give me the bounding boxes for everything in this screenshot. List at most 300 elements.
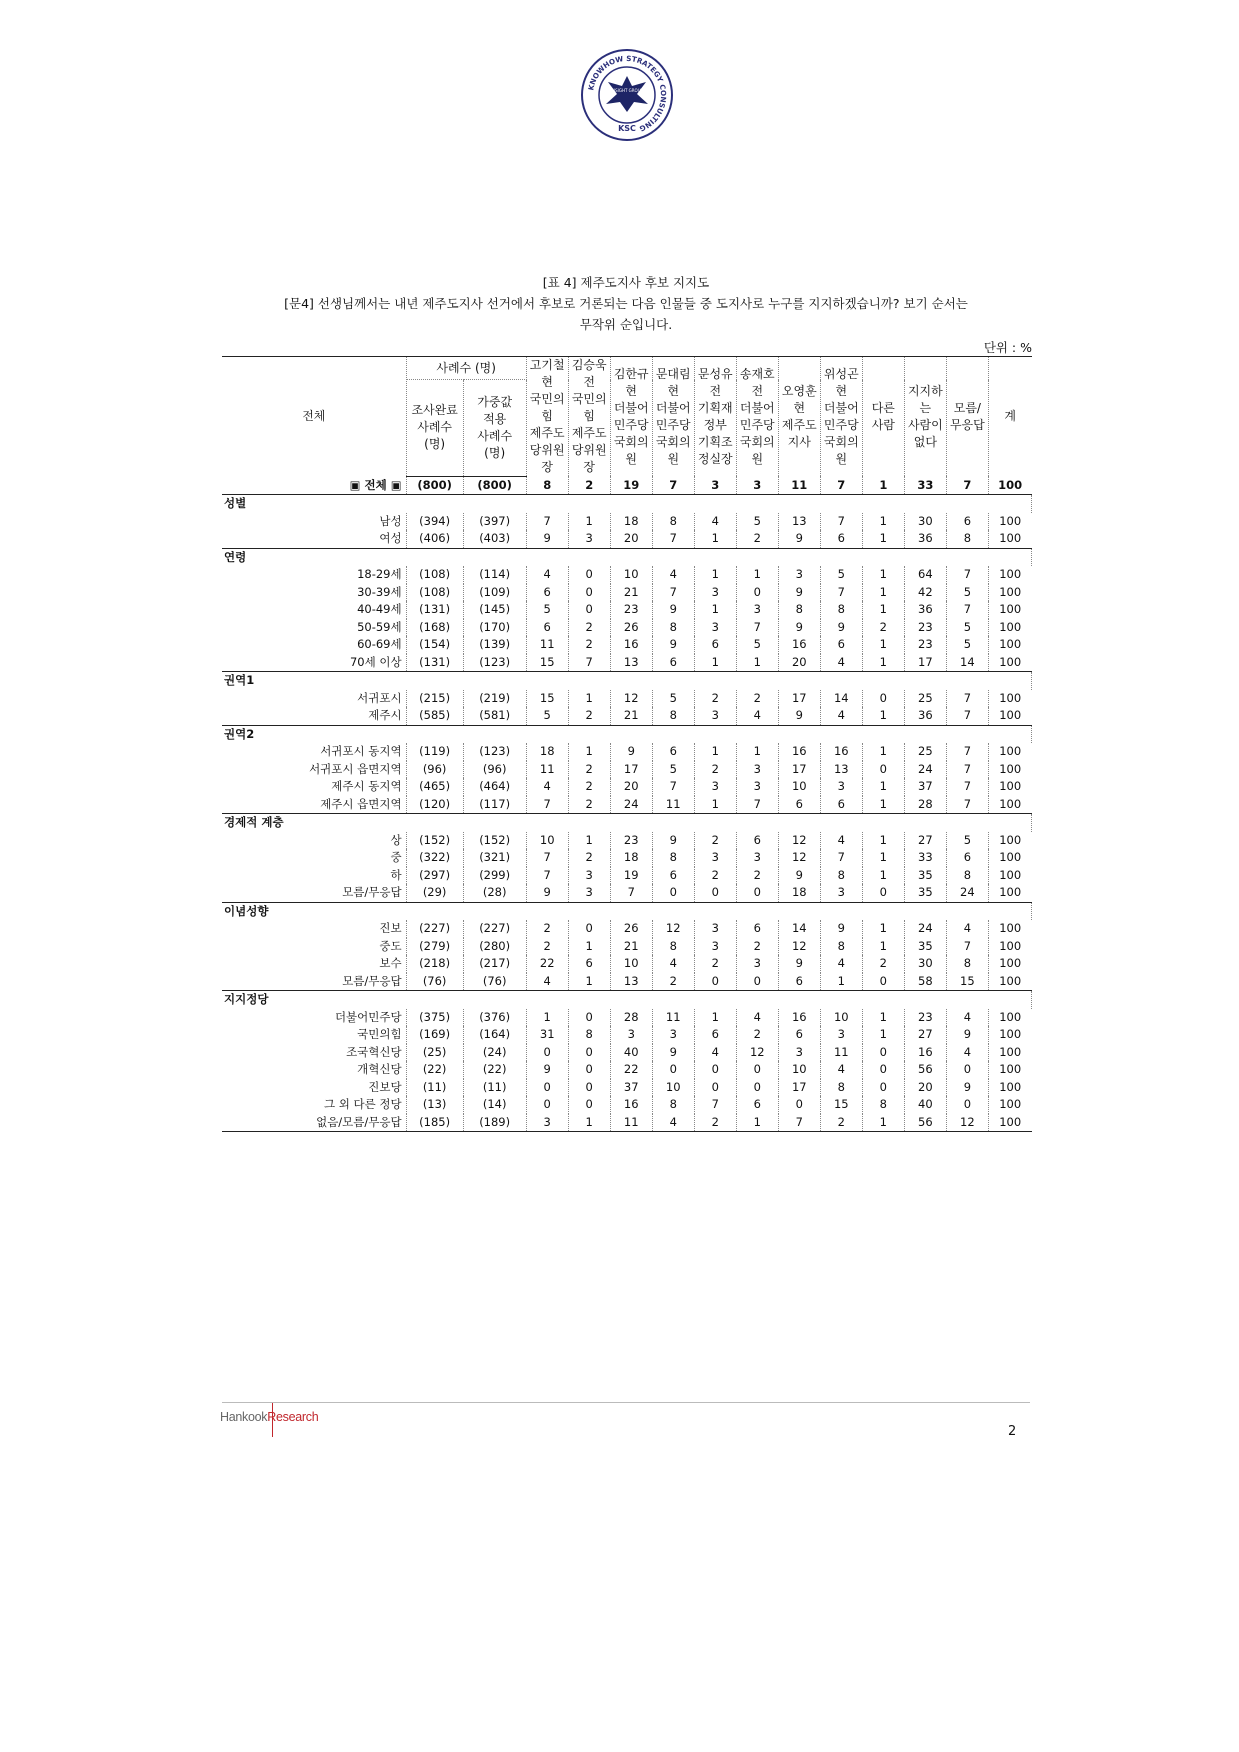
value-cell: 8 <box>946 867 988 885</box>
value-cell: 6 <box>946 513 988 531</box>
sample-count-cell: (406) <box>406 530 463 548</box>
header-row-label: 전체 <box>222 357 406 477</box>
value-cell: 28 <box>610 1009 652 1027</box>
header-col-0: 고기철 현 국민의 힘 제주도 당위원 장 <box>526 357 568 477</box>
sample-count-cell: (397) <box>463 513 526 531</box>
logo-ksc-text: KSC <box>618 124 636 133</box>
value-cell: 0 <box>526 1096 568 1114</box>
sample-count-cell: (227) <box>406 920 463 938</box>
table-row <box>222 1009 1032 1027</box>
sample-count-cell: (280) <box>463 938 526 956</box>
value-cell: 23 <box>904 636 946 654</box>
row-label: 50-59세 <box>222 619 406 637</box>
value-cell: 8 <box>568 1026 610 1044</box>
value-cell: 7 <box>946 938 988 956</box>
value-cell: 1 <box>736 1114 778 1132</box>
value-cell: 6 <box>778 973 820 991</box>
row-label: 40-49세 <box>222 601 406 619</box>
value-cell: 8 <box>778 601 820 619</box>
value-cell: 3 <box>694 584 736 602</box>
header-col-9: 지지하 는 사람이 없다 <box>904 357 946 477</box>
value-cell: 7 <box>820 513 862 531</box>
value-cell: 1 <box>862 566 904 584</box>
value-cell: 6 <box>526 584 568 602</box>
value-cell: 4 <box>736 707 778 725</box>
value-cell: 100 <box>999 1044 1022 1059</box>
row-label: 70세 이상 <box>222 654 406 672</box>
value-cell: 3 <box>652 1026 694 1044</box>
value-cell: 1 <box>862 707 904 725</box>
value-cell: 16 <box>610 1096 652 1114</box>
sample-count-cell: (800) <box>463 476 526 495</box>
value-cell: 6 <box>778 1026 820 1044</box>
value-cell: 2 <box>862 619 904 637</box>
value-cell: 1 <box>820 973 862 991</box>
value-cell: 8 <box>946 955 988 973</box>
value-cell: 22 <box>610 1061 652 1079</box>
value-cell: 7 <box>652 778 694 796</box>
sample-count-cell: (108) <box>406 584 463 602</box>
value-cell: 3 <box>736 761 778 779</box>
value-cell: 2 <box>736 690 778 708</box>
value-cell: 3 <box>778 566 820 584</box>
value-cell: 9 <box>778 584 820 602</box>
value-cell: 5 <box>736 636 778 654</box>
value-cell: 2 <box>736 867 778 885</box>
value-cell: 1 <box>862 796 904 814</box>
value-cell: 8 <box>820 867 862 885</box>
sample-count-cell: (376) <box>463 1009 526 1027</box>
sample-count-cell: (117) <box>463 796 526 814</box>
value-cell: 100 <box>999 1079 1022 1094</box>
sample-count-cell: (131) <box>406 601 463 619</box>
value-cell: 8 <box>652 938 694 956</box>
row-label: 제주시 읍면지역 <box>222 796 406 814</box>
value-cell: 3 <box>694 938 736 956</box>
value-cell: 3 <box>568 530 610 548</box>
table-row <box>222 654 1032 672</box>
value-cell: 24 <box>946 884 988 902</box>
value-cell: 8 <box>526 476 568 495</box>
value-cell: 7 <box>946 566 988 584</box>
value-cell: 7 <box>526 513 568 531</box>
group-header-row <box>222 672 1032 690</box>
value-cell: 4 <box>526 778 568 796</box>
sample-count-cell: (145) <box>463 601 526 619</box>
value-cell: 1 <box>862 530 904 548</box>
value-cell: 10 <box>820 1009 862 1027</box>
sample-count-cell: (96) <box>463 761 526 779</box>
value-cell: 5 <box>820 566 862 584</box>
value-cell: 11 <box>778 476 820 495</box>
value-cell: 9 <box>526 884 568 902</box>
group-name: 경제적 계층 <box>222 814 1032 832</box>
value-cell: 2 <box>568 761 610 779</box>
value-cell: 3 <box>694 619 736 637</box>
value-cell: 9 <box>778 955 820 973</box>
value-cell: 0 <box>568 1044 610 1062</box>
value-cell: 2 <box>694 867 736 885</box>
value-cell: 24 <box>904 761 946 779</box>
value-cell: 5 <box>652 690 694 708</box>
value-cell: 6 <box>652 867 694 885</box>
value-cell: 100 <box>999 637 1022 652</box>
value-cell: 2 <box>526 938 568 956</box>
value-cell: 1 <box>862 1026 904 1044</box>
row-label: 모름/무응답 <box>222 884 406 902</box>
value-cell: 2 <box>568 636 610 654</box>
value-cell: 100 <box>999 531 1022 546</box>
value-cell: 8 <box>652 849 694 867</box>
row-label: 서귀포시 읍면지역 <box>222 761 406 779</box>
value-cell: 35 <box>904 867 946 885</box>
value-cell: 6 <box>694 1026 736 1044</box>
value-cell: 100 <box>999 690 1022 705</box>
value-cell: 33 <box>904 849 946 867</box>
sample-count-cell: (22) <box>406 1061 463 1079</box>
value-cell: 36 <box>904 601 946 619</box>
group-name: 지지정당 <box>222 991 1032 1009</box>
value-cell: 100 <box>999 938 1022 953</box>
value-cell: 7 <box>946 707 988 725</box>
value-cell: 2 <box>736 1026 778 1044</box>
table-row <box>222 707 1032 725</box>
sample-count-cell: (76) <box>406 973 463 991</box>
value-cell: 23 <box>904 1009 946 1027</box>
value-cell: 21 <box>610 707 652 725</box>
value-cell: 0 <box>526 1079 568 1097</box>
value-cell: 4 <box>694 513 736 531</box>
value-cell: 11 <box>526 761 568 779</box>
value-cell: 14 <box>820 690 862 708</box>
value-cell: 100 <box>999 1062 1022 1077</box>
sample-count-cell: (218) <box>406 955 463 973</box>
value-cell: 1 <box>568 690 610 708</box>
value-cell: 4 <box>736 1009 778 1027</box>
value-cell: 14 <box>778 920 820 938</box>
value-cell: 4 <box>652 955 694 973</box>
value-cell: 37 <box>904 778 946 796</box>
value-cell: 100 <box>999 1027 1022 1042</box>
value-cell: 12 <box>946 1114 988 1132</box>
value-cell: 7 <box>946 778 988 796</box>
table-row <box>222 619 1032 637</box>
value-cell: 7 <box>778 1114 820 1132</box>
value-cell: 25 <box>904 690 946 708</box>
sample-count-cell: (321) <box>463 849 526 867</box>
value-cell: 0 <box>568 920 610 938</box>
value-cell: 3 <box>736 778 778 796</box>
row-label: 여성 <box>222 530 406 548</box>
value-cell: 6 <box>526 619 568 637</box>
row-label: 상 <box>222 832 406 850</box>
value-cell: 12 <box>610 690 652 708</box>
value-cell: 1 <box>568 832 610 850</box>
header-col-11: 계 <box>988 357 1031 477</box>
sample-count-cell: (465) <box>406 778 463 796</box>
value-cell: 6 <box>652 654 694 672</box>
value-cell: 1 <box>862 601 904 619</box>
value-cell: 0 <box>862 973 904 991</box>
value-cell: 9 <box>526 1061 568 1079</box>
value-cell: 7 <box>946 690 988 708</box>
table-row <box>222 938 1032 956</box>
total-row <box>222 476 1032 495</box>
value-cell: 8 <box>820 601 862 619</box>
value-cell: 3 <box>820 1026 862 1044</box>
value-cell: 0 <box>568 566 610 584</box>
value-cell: 0 <box>736 884 778 902</box>
value-cell: 100 <box>999 654 1022 669</box>
table-row <box>222 884 1032 902</box>
question-line-1: [문4] 선생님께서는 내년 제주도지사 선거에서 후보로 거론되는 다음 인물들 중 도지사로 누구를 지지하겠습니까? 보기 순서는 <box>284 296 968 311</box>
ksc-emblem <box>580 48 674 142</box>
value-cell: 37 <box>610 1079 652 1097</box>
value-cell: 0 <box>568 584 610 602</box>
value-cell: 7 <box>652 530 694 548</box>
sample-count-cell: (152) <box>406 832 463 850</box>
row-label: 제주시 동지역 <box>222 778 406 796</box>
value-cell: 0 <box>778 1096 820 1114</box>
value-cell: 100 <box>988 1114 1031 1132</box>
value-cell: 0 <box>946 1061 988 1079</box>
row-label: 30-39세 <box>222 584 406 602</box>
value-cell: 24 <box>610 796 652 814</box>
value-cell: 36 <box>904 530 946 548</box>
value-cell: 9 <box>778 619 820 637</box>
sample-count-cell: (299) <box>463 867 526 885</box>
value-cell: 27 <box>904 832 946 850</box>
value-cell: 12 <box>778 849 820 867</box>
row-label: 60-69세 <box>222 636 406 654</box>
value-cell: 13 <box>778 513 820 531</box>
value-cell: 1 <box>862 476 904 495</box>
table-row <box>222 1061 1032 1079</box>
value-cell: 7 <box>946 476 988 495</box>
table-row <box>222 761 1032 779</box>
sample-count-cell: (169) <box>406 1026 463 1044</box>
value-cell: 5 <box>736 513 778 531</box>
header-col-1: 김승욱 전 국민의 힘 제주도 당위원 장 <box>568 357 610 477</box>
row-label: 진보당 <box>222 1079 406 1097</box>
header-col-6: 오영훈 현 제주도 지사 <box>778 357 820 477</box>
value-cell: 42 <box>904 584 946 602</box>
value-cell: 5 <box>946 619 988 637</box>
value-cell: 12 <box>778 938 820 956</box>
group-header-row <box>222 814 1032 832</box>
sample-count-cell: (109) <box>463 584 526 602</box>
value-cell: 1 <box>568 1114 610 1132</box>
value-cell: 16 <box>904 1044 946 1062</box>
value-cell: 16 <box>778 1009 820 1027</box>
sample-count-cell: (22) <box>463 1061 526 1079</box>
value-cell: 13 <box>610 654 652 672</box>
value-cell: 1 <box>862 743 904 761</box>
row-label: 하 <box>222 867 406 885</box>
value-cell: 7 <box>652 476 694 495</box>
ksc-logo <box>580 48 674 142</box>
value-cell: 6 <box>820 636 862 654</box>
value-cell: 4 <box>694 1044 736 1062</box>
value-cell: 1 <box>694 654 736 672</box>
value-cell: 1 <box>694 601 736 619</box>
value-cell: 0 <box>568 1079 610 1097</box>
sample-count-cell: (185) <box>406 1114 463 1132</box>
sample-count-cell: (28) <box>463 884 526 902</box>
value-cell: 8 <box>652 513 694 531</box>
value-cell: 11 <box>526 636 568 654</box>
value-cell: 33 <box>904 476 946 495</box>
value-cell: 3 <box>736 955 778 973</box>
value-cell: 2 <box>568 849 610 867</box>
value-cell: 15 <box>946 973 988 991</box>
table-row <box>222 867 1032 885</box>
value-cell: 9 <box>778 530 820 548</box>
value-cell: 13 <box>610 973 652 991</box>
value-cell: 4 <box>820 1061 862 1079</box>
value-cell: 100 <box>988 476 1031 495</box>
value-cell: 100 <box>999 513 1022 528</box>
value-cell: 0 <box>694 1061 736 1079</box>
table-row <box>222 796 1032 814</box>
value-cell: 3 <box>610 1026 652 1044</box>
value-cell: 3 <box>820 778 862 796</box>
value-cell: 25 <box>904 743 946 761</box>
value-cell: 28 <box>904 796 946 814</box>
value-cell: 40 <box>610 1044 652 1062</box>
value-cell: 4 <box>820 654 862 672</box>
sample-count-cell: (24) <box>463 1044 526 1062</box>
value-cell: 17 <box>904 654 946 672</box>
value-cell: 100 <box>999 567 1022 582</box>
value-cell: 30 <box>904 513 946 531</box>
value-cell: 1 <box>862 867 904 885</box>
table-row <box>222 601 1032 619</box>
value-cell: 3 <box>694 707 736 725</box>
value-cell: 2 <box>568 778 610 796</box>
sample-count-cell: (168) <box>406 619 463 637</box>
value-cell: 0 <box>862 884 904 902</box>
value-cell: 100 <box>999 850 1022 865</box>
sample-count-cell: (96) <box>406 761 463 779</box>
value-cell: 4 <box>946 1009 988 1027</box>
value-cell: 2 <box>526 920 568 938</box>
value-cell: 1 <box>694 530 736 548</box>
value-cell: 26 <box>610 619 652 637</box>
value-cell: 100 <box>999 744 1022 759</box>
value-cell: 7 <box>694 1096 736 1114</box>
value-cell: 24 <box>904 920 946 938</box>
value-cell: 1 <box>694 743 736 761</box>
value-cell: 100 <box>999 973 1022 988</box>
group-header-row <box>222 991 1032 1009</box>
value-cell: 16 <box>778 636 820 654</box>
row-label: ▣ 전체 ▣ <box>222 476 406 495</box>
sample-count-cell: (131) <box>406 654 463 672</box>
group-name: 연령 <box>222 548 1032 566</box>
value-cell: 100 <box>999 1009 1022 1024</box>
sample-count-cell: (581) <box>463 707 526 725</box>
value-cell: 17 <box>778 690 820 708</box>
table-body <box>222 476 1032 1132</box>
value-cell: 31 <box>526 1026 568 1044</box>
value-cell: 12 <box>736 1044 778 1062</box>
row-label: 중 <box>222 849 406 867</box>
value-cell: 100 <box>999 779 1022 794</box>
value-cell: 0 <box>862 1061 904 1079</box>
value-cell: 9 <box>652 1044 694 1062</box>
header-col-10: 모름/ 무응답 <box>946 357 988 477</box>
value-cell: 11 <box>652 1009 694 1027</box>
table-row <box>222 513 1032 531</box>
sample-count-cell: (189) <box>463 1114 526 1132</box>
row-label: 더불어민주당 <box>222 1009 406 1027</box>
value-cell: 40 <box>904 1096 946 1114</box>
group-header-row <box>222 548 1032 566</box>
value-cell: 14 <box>946 654 988 672</box>
value-cell: 8 <box>862 1096 904 1114</box>
value-cell: 7 <box>946 761 988 779</box>
table-row <box>222 1026 1032 1044</box>
value-cell: 0 <box>736 973 778 991</box>
value-cell: 9 <box>652 601 694 619</box>
sample-count-cell: (403) <box>463 530 526 548</box>
table-row <box>222 690 1032 708</box>
value-cell: 27 <box>904 1026 946 1044</box>
table-row <box>222 584 1032 602</box>
brand-part-1: Hankook <box>220 1410 268 1424</box>
table-row <box>222 1114 1032 1132</box>
value-cell: 7 <box>820 476 862 495</box>
value-cell: 0 <box>568 1009 610 1027</box>
value-cell: 0 <box>946 1096 988 1114</box>
value-cell: 1 <box>568 973 610 991</box>
sample-count-cell: (164) <box>463 1026 526 1044</box>
row-label: 남성 <box>222 513 406 531</box>
value-cell: 1 <box>568 513 610 531</box>
value-cell: 100 <box>999 921 1022 936</box>
group-header-row <box>222 902 1032 920</box>
value-cell: 6 <box>820 530 862 548</box>
value-cell: 8 <box>946 530 988 548</box>
value-cell: 1 <box>736 654 778 672</box>
value-cell: 4 <box>820 832 862 850</box>
value-cell: 0 <box>736 1079 778 1097</box>
value-cell: 1 <box>694 796 736 814</box>
value-cell: 21 <box>610 938 652 956</box>
page-number: 2 <box>1008 1424 1017 1439</box>
sample-count-cell: (123) <box>463 654 526 672</box>
table-row <box>222 636 1032 654</box>
value-cell: 8 <box>820 1079 862 1097</box>
value-cell: 100 <box>999 584 1022 599</box>
value-cell: 8 <box>652 619 694 637</box>
value-cell: 1 <box>862 920 904 938</box>
value-cell: 6 <box>568 955 610 973</box>
value-cell: 9 <box>946 1026 988 1044</box>
value-cell: 18 <box>526 743 568 761</box>
value-cell: 100 <box>999 867 1022 882</box>
value-cell: 3 <box>694 476 736 495</box>
table-row <box>222 530 1032 548</box>
value-cell: 18 <box>610 513 652 531</box>
row-label: 모름/무응답 <box>222 973 406 991</box>
value-cell: 5 <box>652 761 694 779</box>
value-cell: 17 <box>778 1079 820 1097</box>
value-cell: 100 <box>999 708 1022 723</box>
sample-count-cell: (585) <box>406 707 463 725</box>
header-sample-group: 사례수 (명) <box>406 357 526 380</box>
